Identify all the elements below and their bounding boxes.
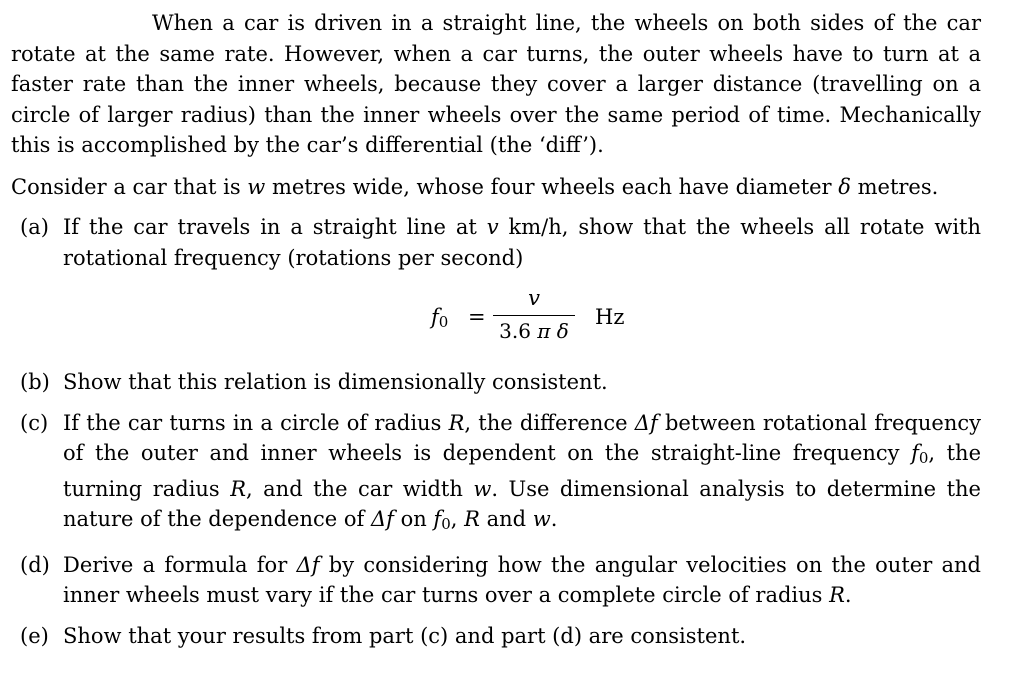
- math-f: f: [431, 305, 439, 329]
- math-R: R: [448, 410, 465, 435]
- part-label: (e): [20, 623, 49, 648]
- math-delta: δ: [838, 174, 851, 199]
- text-span: metres.: [850, 174, 939, 199]
- text-span: km/h, show that the wheels all rotate with rotational frequency (rotations per second): [63, 215, 981, 270]
- text-span: between rotational frequency of the outer and inner wheels is dependent on the straight-line frequency: [63, 410, 982, 465]
- subscript: 0: [438, 313, 449, 331]
- text-span: If the car turns in a circle of radius: [63, 410, 449, 435]
- text-span: ,: [450, 507, 465, 531]
- part-label: (d): [20, 552, 50, 577]
- text-span: If the car travels in a straight line at: [63, 215, 487, 239]
- equation-lhs: [431, 305, 448, 331]
- subscript: 0: [441, 515, 451, 533]
- math-R: R: [230, 476, 246, 501]
- math-R: R: [464, 507, 480, 531]
- part-a: [11, 212, 981, 273]
- math-f: f: [433, 507, 442, 531]
- text-span: metres wide, whose four wheels each have diameter: [265, 174, 839, 199]
- math-w: w: [247, 174, 266, 199]
- text-span: 3.6: [499, 319, 538, 343]
- text-span: on: [393, 507, 434, 531]
- subscript: 0: [918, 449, 929, 467]
- equation-unit: Hz: [595, 305, 625, 329]
- frequency-equation: [11, 283, 981, 359]
- part-label: (c): [20, 410, 49, 435]
- math-delta-f: Δf: [370, 507, 394, 531]
- text-span: , and the car width: [246, 476, 474, 501]
- math-pi: π: [537, 319, 551, 343]
- text-span: Derive a formula for: [63, 552, 297, 577]
- problem-text: [11, 8, 981, 661]
- intro-text: When a car is driven in a straight line, the wheels on both sides of the car rotate at the same rate. However, when a car turns, the outer wheels have to turn at a faster rate than the inner wheels, because they cover a larger distance (travelling on a circle of larger radius) than the inner wheels over the same period of time. Mechanically this is accomplished by the car’s differential (the ‘diff’).: [11, 11, 981, 157]
- fraction-denominator: [489, 316, 579, 346]
- fraction-numerator: v: [528, 286, 540, 310]
- text-span: by considering how the angular velocities on the outer and inner wheels must vary if the car turns over a complete circle of radius: [63, 552, 981, 607]
- math-delta-f: Δf: [296, 552, 320, 577]
- text-span: Consider a car that is: [11, 174, 248, 199]
- part-b: [11, 367, 981, 398]
- text-span: , the difference: [464, 410, 635, 435]
- text-span: Show that your results from part (c) and part (d) are consistent.: [63, 623, 747, 648]
- intro-paragraph: [11, 8, 981, 161]
- math-delta: δ: [550, 319, 569, 343]
- text-span: . Use dimensional analysis to determine the nature of the dependence of: [63, 476, 981, 531]
- math-w: w: [473, 476, 492, 501]
- text-span: .: [550, 507, 558, 531]
- equals-sign: =: [468, 305, 486, 329]
- part-label: (a): [20, 215, 49, 239]
- math-delta-f: Δf: [634, 410, 658, 435]
- part-e: [11, 621, 981, 652]
- consider-paragraph: [11, 172, 981, 203]
- math-w: w: [532, 507, 551, 531]
- part-label: (b): [20, 370, 50, 394]
- text-span: .: [844, 583, 852, 607]
- fraction: [489, 283, 579, 346]
- text-span: and: [479, 507, 533, 531]
- math-R: R: [829, 583, 845, 607]
- math-v: v: [486, 215, 499, 239]
- math-f: f: [911, 441, 919, 465]
- text-span: Show that this relation is dimensionally consistent.: [63, 370, 608, 394]
- text-span: , the turning radius: [63, 441, 981, 501]
- parts-list: [11, 212, 981, 651]
- part-c: [11, 408, 981, 540]
- part-d: [11, 550, 981, 611]
